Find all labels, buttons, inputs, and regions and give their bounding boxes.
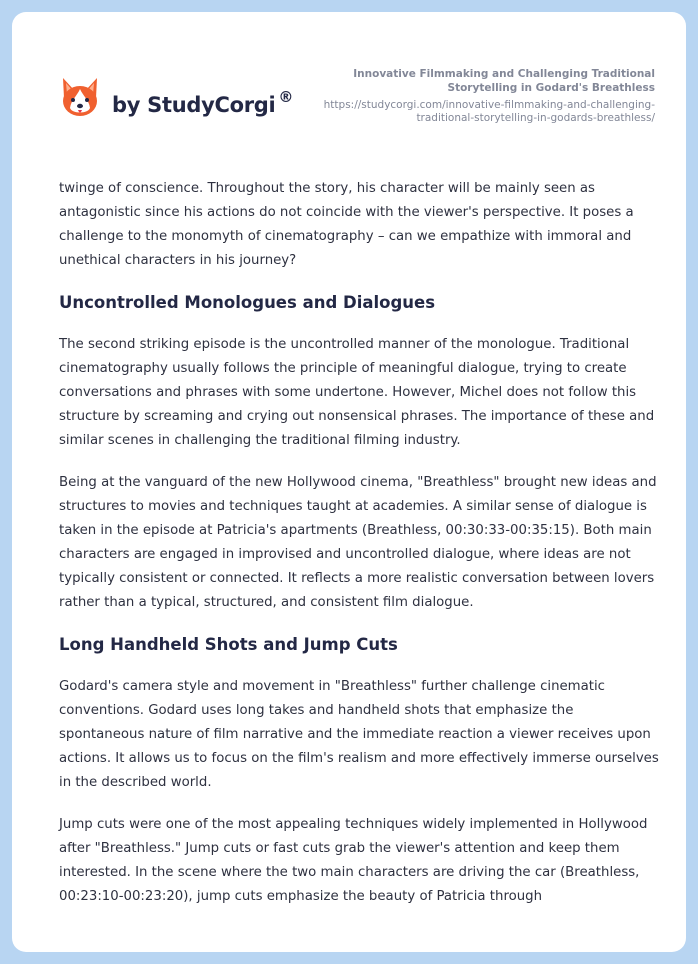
paragraph: The second striking episode is the uncontrolled manner of the monologue. Traditional cinematography usually follows the principle of meaningful dialogue, trying to create conversations and phrases with some undertone. However, Michel does not follow this structure by screaming and crying out nonsensical phrases. The importance of these and similar scenes in challenging the traditional filming industry. (59, 337, 655, 448)
paragraph: twinge of conscience. Throughout the story, his character will be mainly seen as antagonistic since his actions do not coincide with the viewer's perspective. It poses a challenge to the monomyth of cinematography – can we empathize with immoral and unethical characters in his journey? (59, 181, 634, 268)
page-card (12, 12, 686, 952)
brand-name: by StudyCorgi ® (112, 87, 294, 117)
document-meta (315, 67, 655, 125)
paragraph: Jump cuts were one of the most appealing techniques widely implemented in Hollywood after "Breathless." Jump cuts or fast cuts grab the viewer's attention and keep them interested. In the scene where the two main characters are driving the car (Breathless, 00:23:10-00:23:20), jump cuts emphasize the beauty of Patricia through (59, 817, 648, 904)
document-url[interactable]: https://studycorgi.com/innovative-filmmaking-and-challenging-traditional-storytelling-in-godards-breathless/ (323, 99, 655, 124)
article-body (59, 177, 659, 927)
paragraph: Being at the vanguard of the new Hollywood cinema, "Breathless" brought new ideas and structures to movies and techniques taught at academies. A similar sense of dialogue is taken in the episode at Patricia's apartments (Breathless, 00:30:33-00:35:15). Both main characters are engaged in improvised and uncontrolled dialogue, where ideas are not typically consistent or connected. It reflects a more realistic conversation between lovers rather than a typical, structured, and consistent film dialogue. (59, 475, 657, 610)
section-heading: Uncontrolled Monologues and Dialogues (59, 293, 436, 312)
page-header (12, 12, 686, 152)
section-heading: Long Handheld Shots and Jump Cuts (59, 635, 398, 654)
studycorgi-logo[interactable] (60, 76, 293, 120)
registered-mark: ® (278, 87, 294, 106)
document-title: Innovative Filmmaking and Challenging Traditional Storytelling in Godard's Breathless (353, 68, 655, 94)
paragraph: Godard's camera style and movement in "Breathless" further challenge cinematic conventions. Godard uses long takes and handheld shots that emphasize the spontaneous nature of film narrative and the immediate reaction a viewer receives upon actions. It allows us to focus on the film's realism and more effectively immerse ourselves in the described world. (59, 679, 659, 790)
corgi-icon (60, 76, 100, 120)
